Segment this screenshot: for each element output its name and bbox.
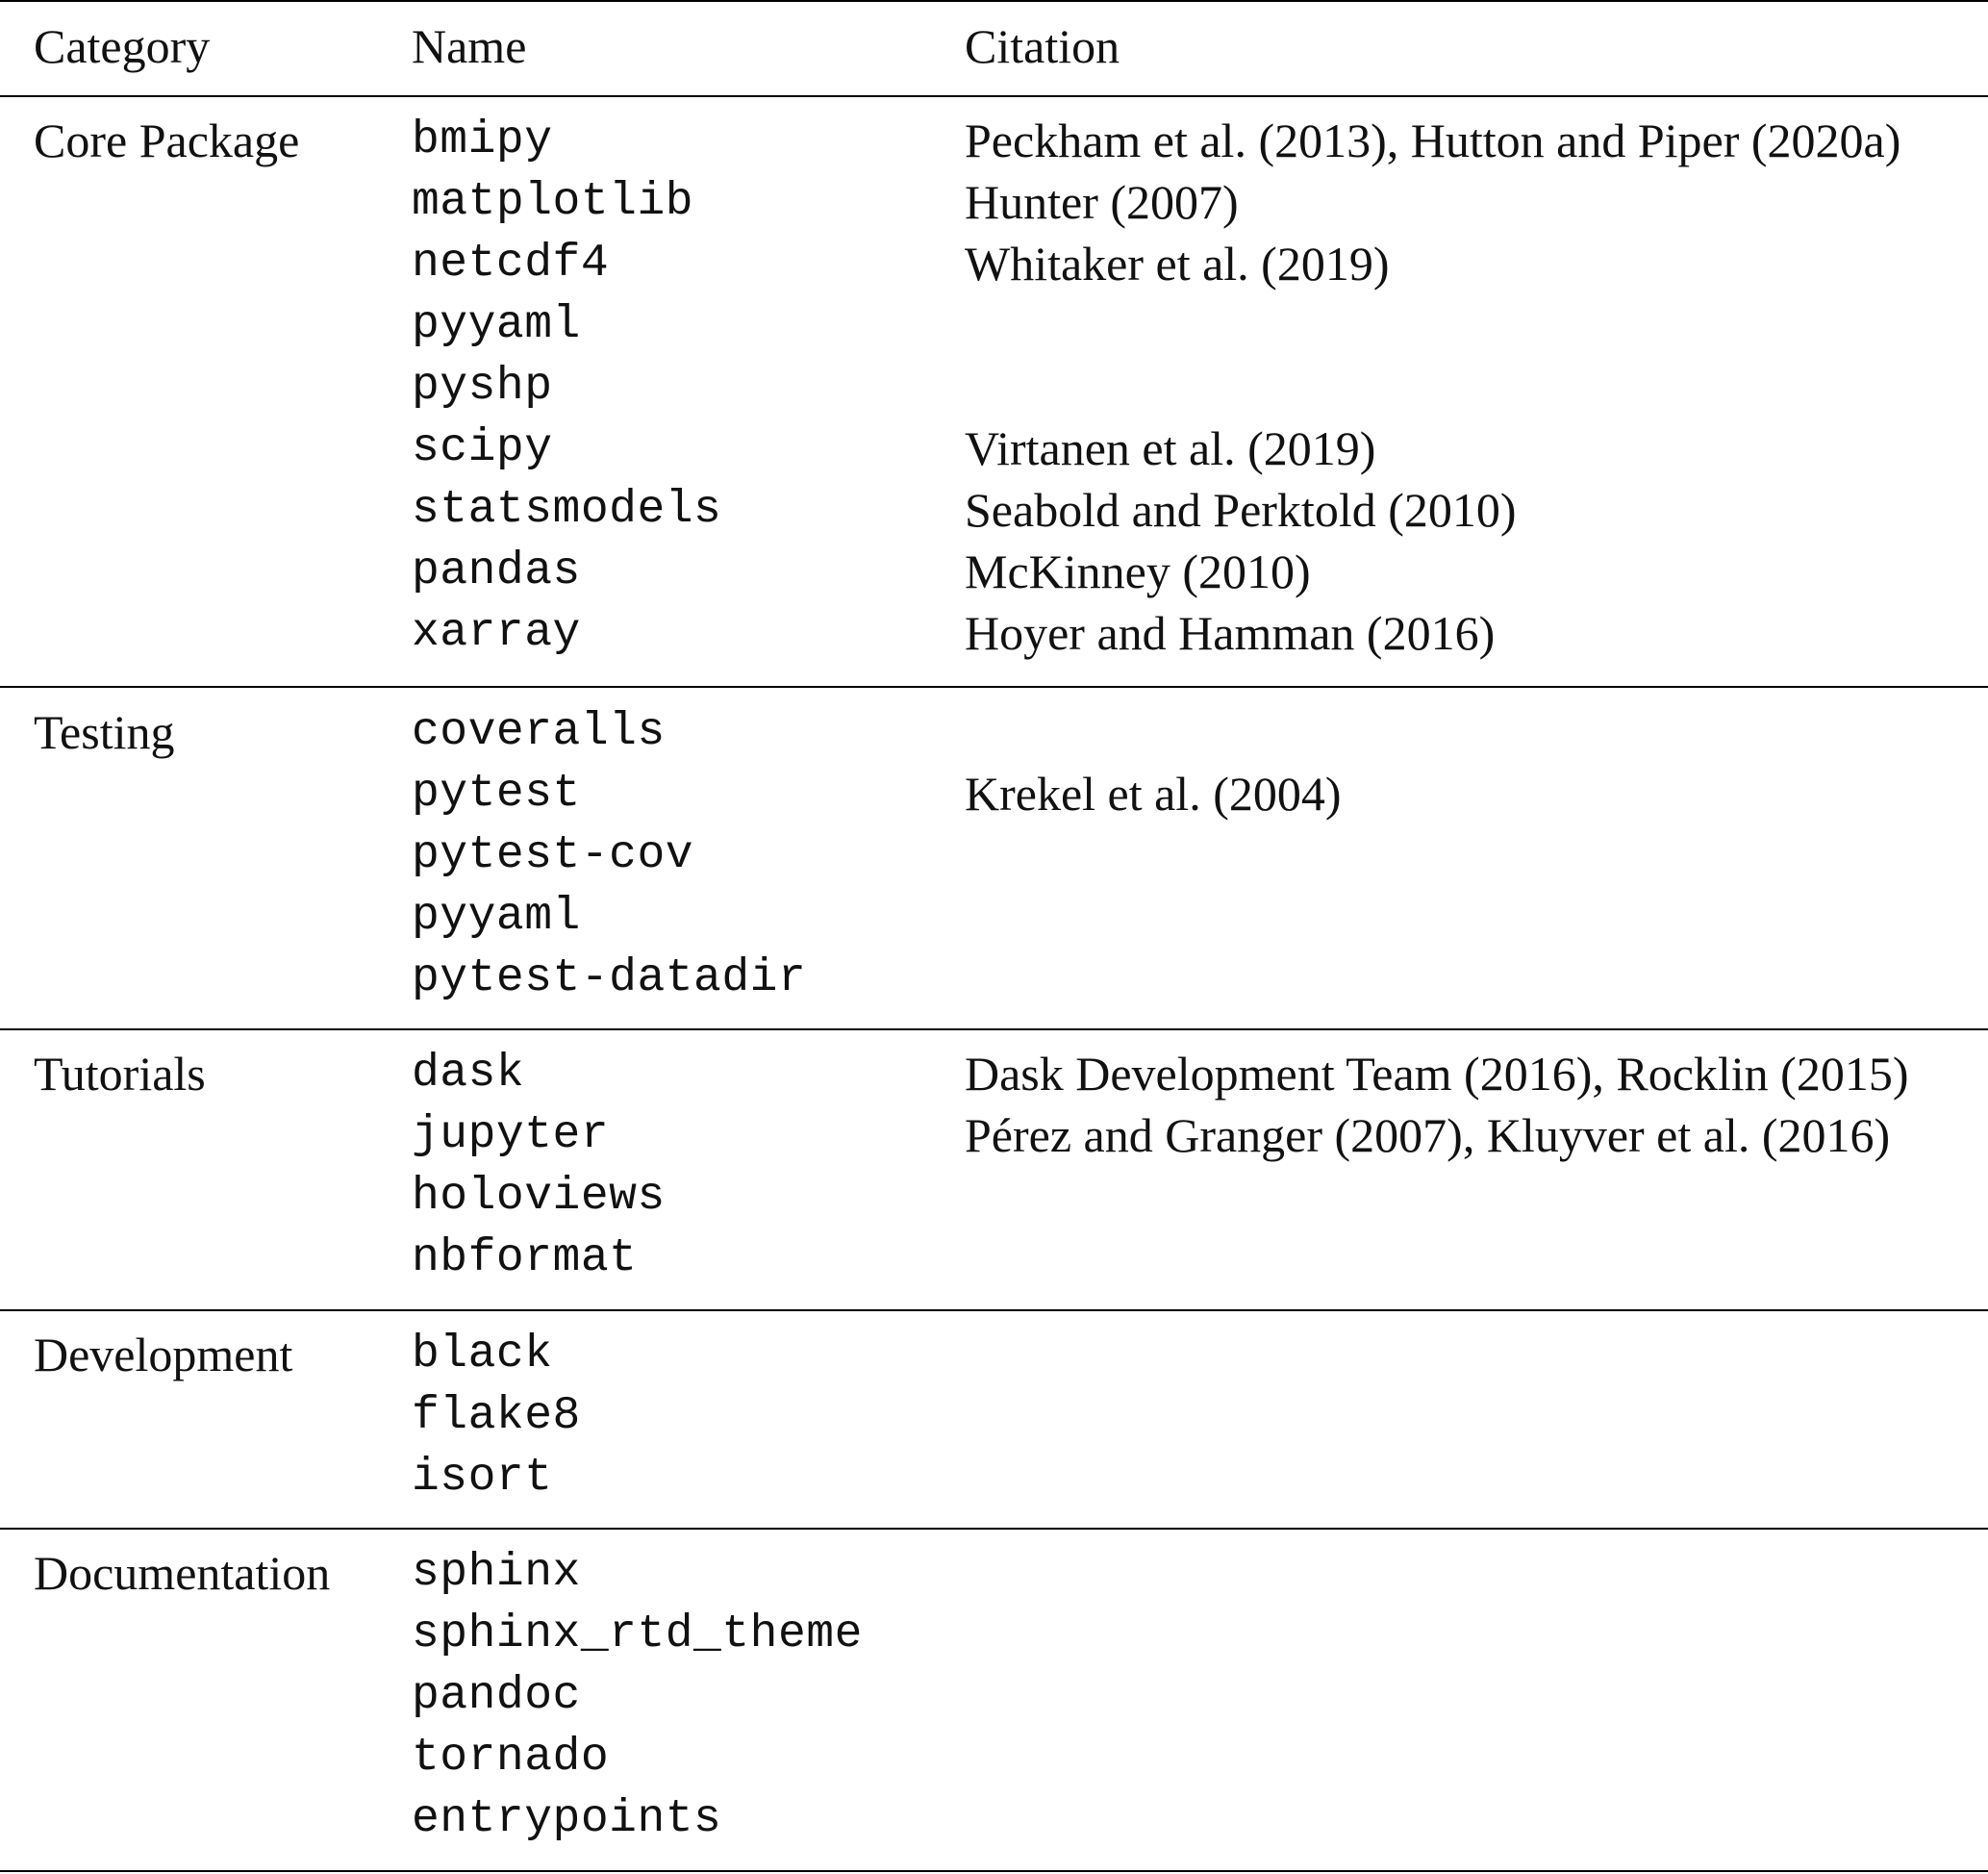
package-name: pandas <box>412 545 581 597</box>
table-row <box>0 233 1988 294</box>
category-label: Development <box>34 1328 293 1381</box>
package-name: holoviews <box>412 1171 666 1223</box>
package-name: dask <box>412 1048 525 1100</box>
table-row <box>0 356 1988 418</box>
table-row <box>0 1727 1988 1788</box>
table-row <box>0 886 1988 948</box>
table-row <box>0 948 1988 1009</box>
header-category: Category <box>34 19 211 73</box>
package-name: black <box>412 1329 553 1380</box>
table-row <box>0 171 1988 233</box>
package-name: entrypoints <box>412 1793 722 1845</box>
package-name: netcdf4 <box>412 238 610 290</box>
category-label: Tutorials <box>34 1047 206 1101</box>
package-name: pytest-cov <box>412 829 694 881</box>
citation: Virtanen et al. (2019) <box>965 421 1376 475</box>
citation: Krekel et al. (2004) <box>965 767 1342 821</box>
table-row <box>0 1542 1988 1604</box>
header-citation: Citation <box>965 19 1120 73</box>
citation: Whitaker et al. (2019) <box>965 237 1390 291</box>
category-label: Core Package <box>34 114 300 167</box>
table-row <box>0 1166 1988 1228</box>
package-name: flake8 <box>412 1390 581 1442</box>
package-name: isort <box>412 1452 553 1504</box>
citation: Hoyer and Hamman (2016) <box>965 606 1496 660</box>
table-row <box>0 110 1988 171</box>
package-name: jupyter <box>412 1109 610 1161</box>
header-rule <box>0 95 1988 97</box>
package-name: scipy <box>412 422 553 474</box>
package-name: tornado <box>412 1732 610 1784</box>
group-divider <box>0 1309 1988 1311</box>
table-row <box>0 418 1988 479</box>
table-row <box>0 1604 1988 1665</box>
citation: Hunter (2007) <box>965 175 1239 229</box>
category-label: Documentation <box>34 1546 331 1600</box>
package-name: statsmodels <box>412 484 722 536</box>
group-divider <box>0 1028 1988 1030</box>
table-top-rule <box>0 0 1988 2</box>
table-row <box>0 1043 1988 1104</box>
table-row <box>0 479 1988 541</box>
table-row <box>0 1104 1988 1166</box>
table-row <box>0 1665 1988 1727</box>
table-row <box>0 602 1988 664</box>
citation: Dask Development Team (2016), Rocklin (2015) <box>965 1047 1909 1101</box>
citation: Peckham et al. (2013), Hutton and Piper (2020a) <box>965 114 1901 167</box>
group-divider <box>0 1528 1988 1530</box>
package-name: pyshp <box>412 361 553 413</box>
package-name: pandoc <box>412 1670 581 1722</box>
citation: Seabold and Perktold (2010) <box>965 483 1517 537</box>
package-name: sphinx <box>412 1547 581 1599</box>
package-name: sphinx_rtd_theme <box>412 1608 863 1660</box>
package-name: xarray <box>412 607 581 659</box>
table-row <box>0 1447 1988 1508</box>
package-name: pyyaml <box>412 299 581 351</box>
package-name: pytest-datadir <box>412 952 807 1004</box>
citation: McKinney (2010) <box>965 544 1311 598</box>
table-row <box>0 1788 1988 1850</box>
header-name: Name <box>412 19 527 73</box>
package-name: coveralls <box>412 706 666 758</box>
table-row <box>0 763 1988 824</box>
category-label: Testing <box>34 705 175 759</box>
table-row <box>0 541 1988 602</box>
citation: Pérez and Granger (2007), Kluyver et al. (2016) <box>965 1108 1891 1162</box>
table-row <box>0 294 1988 356</box>
table-bottom-rule <box>0 1870 1988 1872</box>
table-row <box>0 1228 1988 1289</box>
table-row <box>0 1324 1988 1385</box>
package-name: pyyaml <box>412 891 581 943</box>
package-name: pytest <box>412 768 581 820</box>
group-divider <box>0 686 1988 688</box>
table-row <box>0 701 1988 763</box>
package-name: nbformat <box>412 1232 638 1284</box>
package-name: bmipy <box>412 114 553 166</box>
table-row <box>0 1385 1988 1447</box>
package-name: matplotlib <box>412 176 694 228</box>
table-row <box>0 824 1988 886</box>
